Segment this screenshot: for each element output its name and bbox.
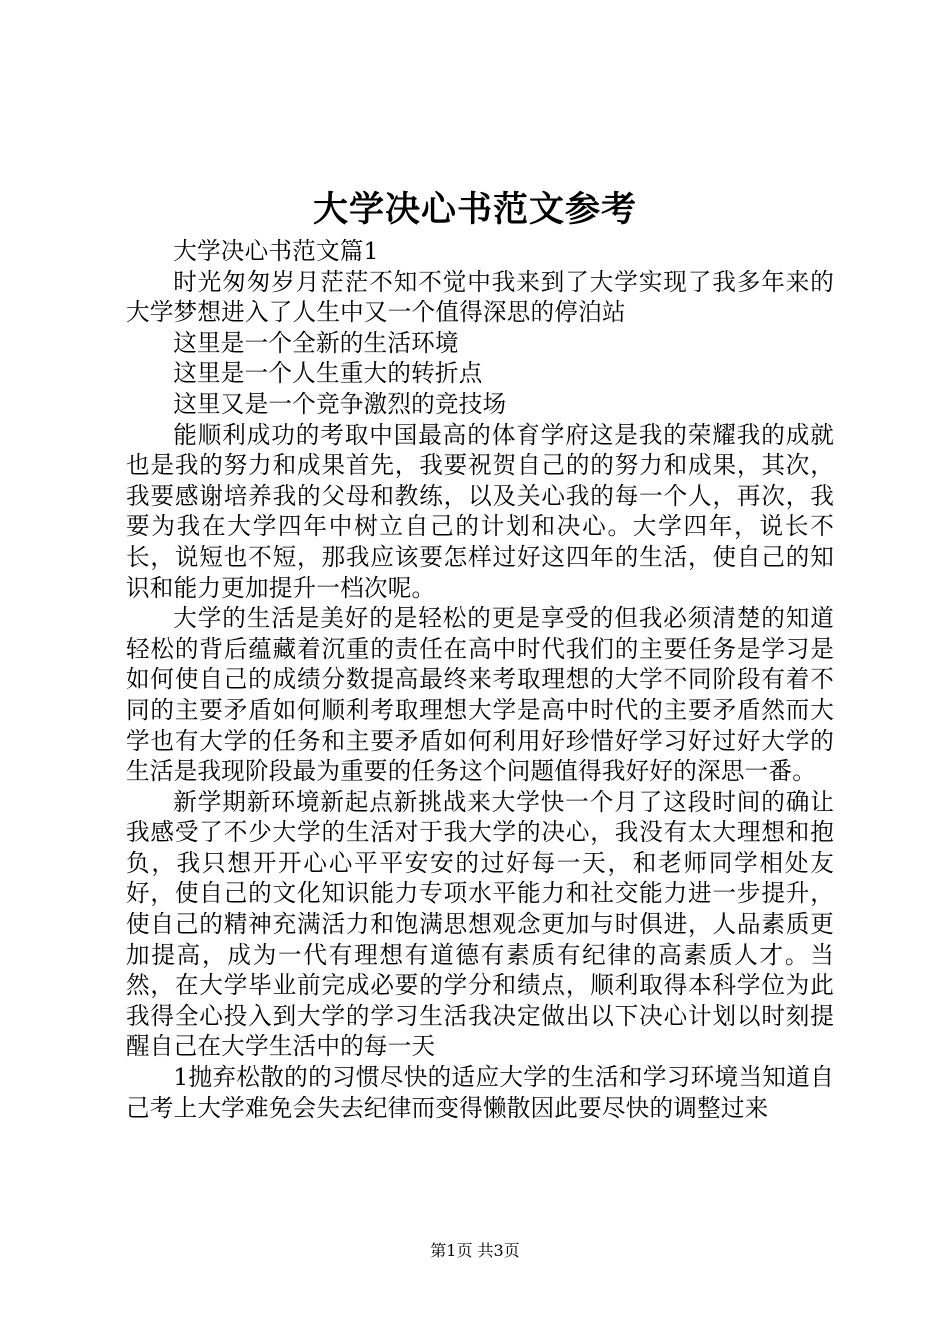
document-body <box>126 236 834 1123</box>
paragraph: 新学期新环境新起点新挑战来大学快一个月了这段时间的确让我感受了不少大学的生活对于我大学的决心，我没有太大理想和抱负，我只想开开心心平平安安的过好每一天，和老师同学相处友好，使自己的文化知识能力专项水平能力和社交能力进一步提升，使自己的精神充满活力和饱满思想观念更加与时俱进，人品素质更加提高，成为一代有理想有道德有素质有纪律的高素质人才。当然，在大学毕业前完成必要的学分和绩点，顺利取得本科学位为此我得全心投入到大学的学习生活我决定做出以下决心计划以时刻提醒自己在大学生活中的每一天 <box>126 787 834 1061</box>
document-title: 大学决心书范文参考 <box>312 189 637 230</box>
paragraph: 这里又是一个竞争激烈的竞技场 <box>173 389 507 418</box>
paragraph-heading: 大学决心书范文篇1 <box>173 237 379 265</box>
paragraph: 能顺利成功的考取中国最高的体育学府这是我的荣耀我的成就也是我的努力和成果首先，我要祝贺自己的的努力和成果，其次，我要感谢培养我的父母和教练，以及关心我的每一个人，再次，我要为我在大学四年中树立自己的计划和决心。大学四年，说长不长，说短也不短，那我应该要怎样过好这四年的生活，使自己的知识和能力更加提升一档次呢。 <box>126 420 834 602</box>
paragraph: 这里是一个全新的生活环境 <box>173 328 459 357</box>
paragraph: 这里是一个人生重大的转折点 <box>173 359 483 388</box>
page-footer: 第1页 共3页 <box>430 1241 520 1260</box>
paragraph: 大学的生活是美好的是轻松的更是享受的但我必须清楚的知道轻松的背后蕴藏着沉重的责任在高中时代我们的主要任务是学习是如何使自己的成绩分数提高最终来考取理想的大学不同阶段有着不同的主要矛盾如何顺利考取理想大学是高中时代的主要矛盾然而大学也有大学的任务和主要矛盾如何利用好珍惜好学习好过好大学的生活是我现阶段最为重要的任务这个问题值得我好好的深思一番。 <box>126 604 834 786</box>
paragraph: 时光匆匆岁月茫茫不知不觉中我来到了大学实现了我多年来的大学梦想进入了人生中又一个值得深思的停泊站 <box>126 267 834 327</box>
paragraph: 1抛弃松散的的习惯尽快的适应大学的生活和学习环境当知道自己考上大学难免会失去纪律而变得懒散因此要尽快的调整过来 <box>126 1063 834 1122</box>
